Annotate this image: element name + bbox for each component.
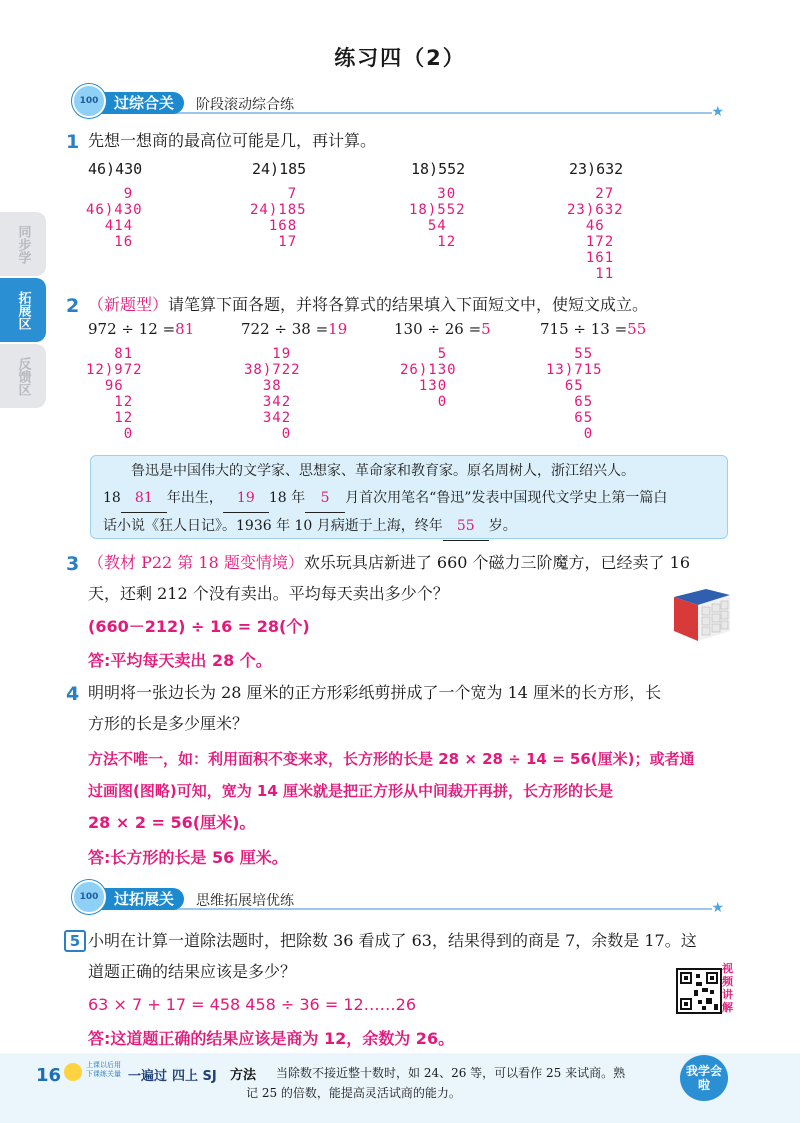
method-text: 当除数不接近整十数时，如 24、26 等，可以看作 25 来试商。熟: [276, 1066, 626, 1080]
fill-blank: 55: [443, 513, 489, 541]
answer-line: 答:平均每天卖出 28 个。: [88, 651, 272, 670]
equation: 972 ÷ 12 =81: [88, 320, 195, 338]
division-problem: 18)552: [411, 160, 466, 178]
question-text: 天，还剩 212 个没有卖出。平均每天卖出多少个？: [88, 584, 449, 603]
equation: 715 ÷ 13 =55: [540, 320, 647, 338]
answer-line: (660－212) ÷ 16 = 28(个): [88, 617, 310, 636]
answer-line: 方法不唯一，如：利用面积不变来求，长方形的长是 28 × 28 ÷ 14 = 56(厘米)；或者通: [88, 750, 695, 768]
passage-line: 18 81 年出生， 19 18 年 5 月首次用笔名“鲁迅”发表中国现代文学史上第一篇白: [103, 485, 715, 513]
question-number: 3: [66, 553, 80, 575]
question-text: 方形的长是多少厘米？: [88, 714, 249, 733]
page-number: 16: [36, 1065, 62, 1086]
side-tabs: [0, 212, 46, 410]
section-subtitle: 阶段滚动综合练: [196, 97, 294, 113]
qr-code-icon[interactable]: [676, 968, 722, 1014]
answer-line: 答:长方形的长是 56 厘米。: [88, 848, 288, 867]
section-badge: 过综合关: [84, 92, 184, 114]
answer-line: 63 × 7 + 17 = 458 458 ÷ 36 = 12……26: [88, 995, 417, 1014]
question-text: 明明将一张边长为 28 厘米的正方形彩纸剪拼成了一个宽为 14 厘米的长方形，长: [88, 683, 662, 702]
division-problem: 46)430: [88, 160, 143, 178]
section-badge: 过拓展关: [84, 888, 184, 910]
method-label: 方法: [230, 1068, 257, 1083]
brand-name: 一遍过: [128, 1069, 168, 1084]
fill-blank: 19: [223, 485, 269, 513]
question-number: 2: [66, 295, 80, 317]
section-divider: [102, 112, 712, 114]
question-tag: （教材 P22 第 18 题变情境）: [88, 553, 304, 572]
rubiks-cube-image: [668, 583, 734, 645]
long-division-work: 7 24)185 168 17: [250, 186, 307, 250]
section-subtitle: 思维拓展培优练: [196, 893, 294, 909]
passage-line: 话小说《狂人日记》。1936 年 10 月病逝于上海，终年 55 岁。: [103, 513, 715, 541]
brand-slogan: 上课以后用 下课练关量: [86, 1061, 121, 1078]
section-divider: [102, 908, 712, 910]
division-problem: 24)185: [252, 160, 307, 178]
side-tab-feedback[interactable]: 反馈区: [0, 344, 46, 408]
long-division-work: 30 18)552 54 12: [409, 186, 466, 250]
page-title: 练习四（2）: [334, 46, 466, 70]
equation-result: 5: [481, 320, 491, 338]
long-division-work: 55 13)715 65 65 65 0: [546, 346, 603, 442]
question-tag: （新题型）: [88, 295, 169, 314]
question-number: 5: [64, 930, 86, 952]
question-text: [88, 291, 648, 319]
question-text: 小明在计算一道除法题时，把除数 36 看成了 63，结果得到的商是 7，余数是 17。这: [88, 931, 697, 950]
grade-label: 四上 SJ: [172, 1069, 217, 1084]
star-icon: ★: [711, 900, 724, 916]
side-tab-extend[interactable]: 拓展区: [0, 278, 46, 342]
equation-result: 19: [328, 320, 348, 338]
division-problem: 23)632: [569, 160, 624, 178]
answer-line: 28 × 2 = 56(厘米)。: [88, 813, 256, 832]
question-number: 1: [66, 131, 80, 153]
long-division-work: 19 38)722 38 342 342 0: [244, 346, 301, 442]
equation: 130 ÷ 26 =5: [394, 320, 491, 338]
answer-line: 过画图(图略)可知，宽为 14 厘米就是把正方形从中间裁开再拼，长方形的长是: [88, 782, 614, 800]
long-division-work: 81 12)972 96 12 12 0: [86, 346, 143, 442]
section-header-comprehensive: [72, 92, 724, 120]
mascot-icon: 100: [72, 880, 106, 914]
question-text: 先想一想商的最高位可能是几，再计算。: [88, 131, 377, 150]
mascot-icon: 100: [72, 84, 106, 118]
equation-result: 81: [175, 320, 195, 338]
side-tab-learn[interactable]: 同步学: [0, 212, 46, 276]
footer: [0, 1053, 800, 1123]
section-header-extension: [72, 888, 724, 916]
passage-box: [90, 455, 728, 539]
question-text: 道题正确的结果应该是多少？: [88, 962, 297, 981]
brand-mascot-icon: [64, 1063, 82, 1081]
equation: 722 ÷ 38 =19: [241, 320, 348, 338]
fill-blank: 81: [121, 485, 167, 513]
answer-line: 答:这道题正确的结果应该是商为 12，余数为 26。: [88, 1029, 455, 1048]
long-division-work: 27 23)632 46 172 161 11: [567, 186, 624, 282]
video-label[interactable]: 视频讲解: [722, 962, 733, 1014]
fill-blank: 5: [305, 485, 345, 513]
question-body: 请笔算下面各题，并将各算式的结果填入下面短文中，使短文成立。: [168, 295, 649, 314]
passage-line: 鲁迅是中国伟大的文学家、思想家、革命家和教育家。原名周树人，浙江绍兴人。: [131, 463, 635, 479]
learned-logo: 我学会啦: [680, 1055, 728, 1101]
equation-result: 55: [627, 320, 647, 338]
long-division-work: 9 46)430 414 16: [86, 186, 143, 250]
question-text: （教材 P22 第 18 题变情境）欢乐玩具店新进了 660 个磁力三阶魔方，已经卖了 16: [88, 553, 691, 572]
question-number: 4: [66, 683, 80, 705]
long-division-work: 5 26)130 130 0: [400, 346, 457, 410]
method-text: 记 25 的倍数，能提高灵活试商的能力。: [246, 1086, 461, 1100]
star-icon: ★: [711, 104, 724, 120]
